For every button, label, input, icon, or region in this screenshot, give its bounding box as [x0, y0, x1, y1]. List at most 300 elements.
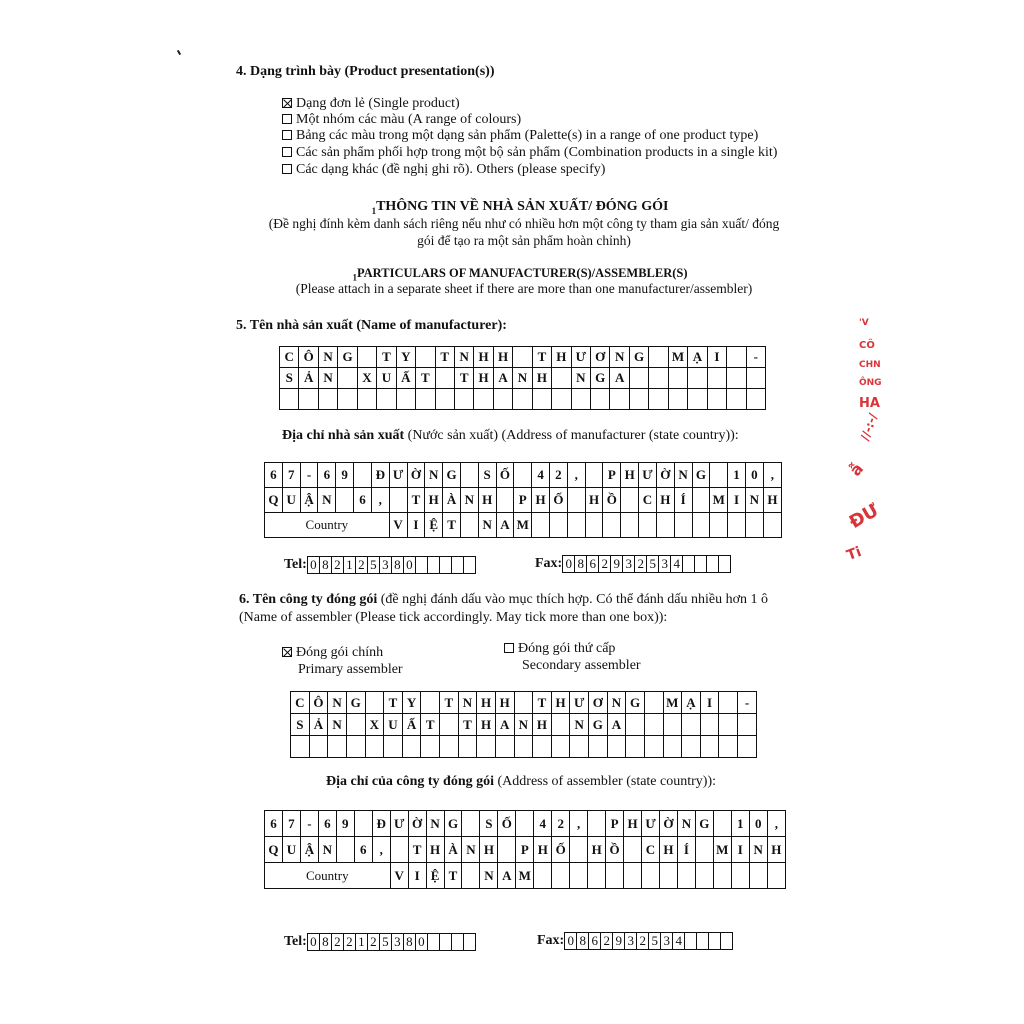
- char-cell[interactable]: C: [639, 488, 657, 513]
- char-cell[interactable]: Ờ: [408, 811, 426, 837]
- char-cell[interactable]: [767, 863, 785, 889]
- char-cell[interactable]: -: [738, 692, 757, 714]
- char-cell[interactable]: N: [462, 837, 480, 863]
- digit-cell[interactable]: [451, 934, 463, 951]
- digit-cell[interactable]: 5: [367, 557, 379, 574]
- char-cell[interactable]: Ệ: [425, 513, 443, 538]
- char-cell[interactable]: [682, 714, 701, 736]
- char-cell[interactable]: H: [532, 488, 550, 513]
- char-cell[interactable]: -: [746, 347, 766, 368]
- digit-cell[interactable]: 3: [623, 556, 635, 573]
- char-cell[interactable]: [533, 736, 552, 758]
- digit-cell[interactable]: 0: [307, 934, 319, 951]
- char-cell[interactable]: [606, 863, 624, 889]
- digit-cell[interactable]: 0: [565, 933, 577, 950]
- char-cell[interactable]: N: [460, 488, 478, 513]
- char-cell[interactable]: [318, 389, 337, 410]
- char-cell[interactable]: [495, 736, 514, 758]
- char-cell[interactable]: [624, 837, 642, 863]
- char-cell[interactable]: P: [606, 811, 624, 837]
- char-cell[interactable]: N: [610, 347, 629, 368]
- char-cell[interactable]: [668, 389, 687, 410]
- digit-cell[interactable]: 5: [647, 556, 659, 573]
- char-cell[interactable]: [338, 389, 357, 410]
- char-cell[interactable]: A: [495, 714, 514, 736]
- char-cell[interactable]: [336, 488, 354, 513]
- char-cell[interactable]: [719, 714, 738, 736]
- char-cell[interactable]: T: [408, 837, 426, 863]
- char-cell[interactable]: [710, 463, 728, 488]
- char-cell[interactable]: [692, 513, 710, 538]
- digit-cell[interactable]: 2: [637, 933, 649, 950]
- char-cell[interactable]: N: [458, 692, 477, 714]
- char-cell[interactable]: N: [318, 368, 337, 389]
- digit-cell[interactable]: [697, 933, 709, 950]
- digit-cell[interactable]: 8: [575, 556, 587, 573]
- char-cell[interactable]: [585, 513, 603, 538]
- char-cell[interactable]: H: [532, 368, 551, 389]
- digit-cell[interactable]: [439, 557, 451, 574]
- char-cell[interactable]: G: [626, 692, 645, 714]
- char-cell[interactable]: Ư: [639, 463, 657, 488]
- char-cell[interactable]: [710, 513, 728, 538]
- char-cell[interactable]: [460, 513, 478, 538]
- char-cell[interactable]: Ệ: [426, 863, 444, 889]
- char-cell[interactable]: [591, 389, 610, 410]
- char-cell[interactable]: T: [377, 347, 396, 368]
- char-cell[interactable]: I: [731, 837, 749, 863]
- char-cell[interactable]: Ô: [309, 692, 328, 714]
- char-cell[interactable]: [552, 389, 571, 410]
- char-cell[interactable]: N: [318, 488, 336, 513]
- char-cell[interactable]: C: [280, 347, 299, 368]
- char-cell[interactable]: Ố: [552, 837, 570, 863]
- char-cell[interactable]: [567, 488, 585, 513]
- char-cell[interactable]: [649, 389, 668, 410]
- digit-cell[interactable]: [683, 556, 695, 573]
- digit-cell[interactable]: 1: [355, 934, 367, 951]
- char-cell[interactable]: [477, 736, 496, 758]
- char-cell[interactable]: [746, 389, 766, 410]
- char-cell[interactable]: N: [570, 714, 589, 736]
- char-cell[interactable]: A: [496, 513, 514, 538]
- char-cell[interactable]: S: [280, 368, 299, 389]
- char-cell[interactable]: À: [443, 488, 461, 513]
- char-cell[interactable]: N: [677, 811, 695, 837]
- digit-cell[interactable]: [707, 556, 719, 573]
- char-cell[interactable]: X: [357, 368, 376, 389]
- digit-cell[interactable]: 9: [613, 933, 625, 950]
- char-cell[interactable]: H: [656, 488, 674, 513]
- char-cell[interactable]: [421, 736, 440, 758]
- char-cell[interactable]: 7: [282, 811, 300, 837]
- char-cell[interactable]: [309, 736, 328, 758]
- char-cell[interactable]: [707, 368, 726, 389]
- digit-cell[interactable]: 8: [319, 934, 331, 951]
- char-cell[interactable]: [498, 837, 516, 863]
- char-cell[interactable]: N: [480, 863, 498, 889]
- char-cell[interactable]: [745, 513, 763, 538]
- presentation-option[interactable]: [282, 162, 605, 178]
- char-cell[interactable]: [496, 488, 514, 513]
- char-cell[interactable]: 6: [265, 463, 283, 488]
- char-cell[interactable]: [493, 389, 512, 410]
- char-cell[interactable]: [626, 736, 645, 758]
- char-cell[interactable]: T: [384, 692, 403, 714]
- char-cell[interactable]: 1: [731, 811, 749, 837]
- char-cell[interactable]: [552, 863, 570, 889]
- digit-cell[interactable]: 0: [563, 556, 575, 573]
- char-cell[interactable]: P: [516, 837, 534, 863]
- option-checkbox[interactable]: [282, 114, 292, 124]
- char-cell[interactable]: [416, 389, 435, 410]
- digit-cell[interactable]: 3: [391, 934, 403, 951]
- char-cell[interactable]: -: [300, 811, 318, 837]
- char-cell[interactable]: [299, 389, 318, 410]
- char-cell[interactable]: M: [713, 837, 731, 863]
- char-cell[interactable]: [644, 714, 663, 736]
- char-cell[interactable]: Ờ: [659, 811, 677, 837]
- digit-cell[interactable]: 2: [331, 934, 343, 951]
- char-cell[interactable]: Ơ: [589, 692, 608, 714]
- digit-cell[interactable]: [685, 933, 697, 950]
- digit-cell[interactable]: 5: [379, 934, 391, 951]
- char-cell[interactable]: N: [571, 368, 590, 389]
- digit-cell[interactable]: 0: [307, 557, 319, 574]
- char-cell[interactable]: H: [659, 837, 677, 863]
- char-cell[interactable]: [474, 389, 493, 410]
- char-cell[interactable]: H: [478, 488, 496, 513]
- digit-cell[interactable]: 6: [587, 556, 599, 573]
- char-cell[interactable]: S: [478, 463, 496, 488]
- digit-cell[interactable]: [463, 557, 475, 574]
- char-cell[interactable]: ,: [372, 837, 390, 863]
- char-cell[interactable]: 6: [318, 811, 336, 837]
- digit-cell[interactable]: 3: [661, 933, 673, 950]
- primary-assembler-option[interactable]: [282, 645, 383, 661]
- char-cell[interactable]: [727, 368, 746, 389]
- char-cell[interactable]: H: [763, 488, 781, 513]
- char-cell[interactable]: A: [610, 368, 629, 389]
- char-cell[interactable]: [460, 463, 478, 488]
- char-cell[interactable]: H: [474, 368, 493, 389]
- char-cell[interactable]: [644, 736, 663, 758]
- char-cell[interactable]: 4: [532, 463, 550, 488]
- char-cell[interactable]: U: [282, 837, 300, 863]
- digit-cell[interactable]: [427, 934, 439, 951]
- char-cell[interactable]: [624, 863, 642, 889]
- char-cell[interactable]: H: [426, 837, 444, 863]
- char-cell[interactable]: N: [749, 837, 767, 863]
- digit-cell[interactable]: [695, 556, 707, 573]
- char-cell[interactable]: [462, 863, 480, 889]
- option-checkbox[interactable]: [282, 130, 292, 140]
- char-cell[interactable]: [644, 692, 663, 714]
- char-cell[interactable]: [746, 368, 766, 389]
- char-cell[interactable]: I: [407, 513, 425, 538]
- char-cell[interactable]: [551, 714, 570, 736]
- option-checkbox[interactable]: [282, 98, 292, 108]
- char-cell[interactable]: H: [477, 692, 496, 714]
- char-cell[interactable]: [649, 347, 668, 368]
- char-cell[interactable]: [435, 389, 454, 410]
- char-cell[interactable]: H: [551, 692, 570, 714]
- char-cell[interactable]: M: [514, 513, 532, 538]
- char-cell[interactable]: [365, 736, 384, 758]
- digit-cell[interactable]: 2: [599, 556, 611, 573]
- char-cell[interactable]: [513, 347, 532, 368]
- char-cell[interactable]: N: [478, 513, 496, 538]
- char-cell[interactable]: [659, 863, 677, 889]
- char-cell[interactable]: [567, 513, 585, 538]
- char-cell[interactable]: Ư: [390, 811, 408, 837]
- char-cell[interactable]: [514, 692, 533, 714]
- char-cell[interactable]: Ả: [299, 368, 318, 389]
- char-cell[interactable]: N: [425, 463, 443, 488]
- char-cell[interactable]: 0: [745, 463, 763, 488]
- char-cell[interactable]: Ạ: [688, 347, 707, 368]
- char-cell[interactable]: [532, 513, 550, 538]
- char-cell[interactable]: [629, 389, 648, 410]
- char-cell[interactable]: G: [443, 463, 461, 488]
- char-cell[interactable]: [458, 736, 477, 758]
- digit-cell[interactable]: 8: [319, 557, 331, 574]
- char-cell[interactable]: G: [692, 463, 710, 488]
- digit-cell[interactable]: [463, 934, 475, 951]
- char-cell[interactable]: [357, 347, 376, 368]
- char-cell[interactable]: [454, 389, 473, 410]
- char-cell[interactable]: [688, 368, 707, 389]
- char-cell[interactable]: [571, 389, 590, 410]
- char-cell[interactable]: 2: [552, 811, 570, 837]
- char-cell[interactable]: [354, 463, 372, 488]
- char-cell[interactable]: ,: [763, 463, 781, 488]
- char-cell[interactable]: -: [300, 463, 318, 488]
- char-cell[interactable]: Ư: [570, 692, 589, 714]
- char-cell[interactable]: T: [407, 488, 425, 513]
- char-cell[interactable]: N: [426, 811, 444, 837]
- char-cell[interactable]: 9: [336, 463, 354, 488]
- char-cell[interactable]: [707, 389, 726, 410]
- char-cell[interactable]: Ờ: [656, 463, 674, 488]
- char-cell[interactable]: A: [498, 863, 516, 889]
- char-cell[interactable]: H: [493, 347, 512, 368]
- char-cell[interactable]: P: [514, 488, 532, 513]
- char-cell[interactable]: [656, 513, 674, 538]
- char-cell[interactable]: [700, 714, 719, 736]
- char-cell[interactable]: M: [516, 863, 534, 889]
- char-cell[interactable]: [551, 736, 570, 758]
- digit-cell[interactable]: [451, 557, 463, 574]
- char-cell[interactable]: [377, 389, 396, 410]
- option-checkbox[interactable]: [282, 147, 292, 157]
- char-cell[interactable]: Y: [402, 692, 421, 714]
- char-cell[interactable]: [552, 368, 571, 389]
- char-cell[interactable]: H: [477, 714, 496, 736]
- digit-cell[interactable]: 5: [649, 933, 661, 950]
- secondary-assembler-checkbox[interactable]: [504, 643, 514, 653]
- char-cell[interactable]: I: [700, 692, 719, 714]
- char-cell[interactable]: H: [624, 811, 642, 837]
- char-cell[interactable]: [719, 736, 738, 758]
- char-cell[interactable]: [354, 811, 372, 837]
- char-cell[interactable]: V: [390, 863, 408, 889]
- char-cell[interactable]: Ậ: [300, 488, 318, 513]
- digit-cell[interactable]: 0: [415, 934, 427, 951]
- char-cell[interactable]: T: [458, 714, 477, 736]
- char-cell[interactable]: ,: [371, 488, 389, 513]
- char-cell[interactable]: Ậ: [300, 837, 318, 863]
- char-cell[interactable]: I: [728, 488, 746, 513]
- char-cell[interactable]: [514, 463, 532, 488]
- char-cell[interactable]: X: [365, 714, 384, 736]
- char-cell[interactable]: [338, 368, 357, 389]
- char-cell[interactable]: N: [607, 692, 626, 714]
- char-cell[interactable]: [396, 389, 415, 410]
- char-cell[interactable]: [291, 736, 310, 758]
- digit-cell[interactable]: [709, 933, 721, 950]
- char-cell[interactable]: N: [318, 837, 336, 863]
- digit-cell[interactable]: [721, 933, 733, 950]
- digit-cell[interactable]: [427, 557, 439, 574]
- char-cell[interactable]: T: [435, 347, 454, 368]
- char-cell[interactable]: C: [291, 692, 310, 714]
- char-cell[interactable]: G: [338, 347, 357, 368]
- char-cell[interactable]: [603, 513, 621, 538]
- char-cell[interactable]: [700, 736, 719, 758]
- digit-cell[interactable]: 2: [635, 556, 647, 573]
- digit-cell[interactable]: 3: [659, 556, 671, 573]
- char-cell[interactable]: [663, 714, 682, 736]
- digit-cell[interactable]: 4: [671, 556, 683, 573]
- digit-cell[interactable]: 8: [577, 933, 589, 950]
- char-cell[interactable]: G: [591, 368, 610, 389]
- digit-cell[interactable]: 1: [343, 557, 355, 574]
- digit-cell[interactable]: 8: [403, 934, 415, 951]
- char-cell[interactable]: [435, 368, 454, 389]
- char-cell[interactable]: T: [454, 368, 473, 389]
- secondary-assembler-option[interactable]: [504, 641, 615, 657]
- char-cell[interactable]: [738, 714, 757, 736]
- char-cell[interactable]: Ư: [571, 347, 590, 368]
- char-cell[interactable]: [365, 692, 384, 714]
- char-cell[interactable]: H: [534, 837, 552, 863]
- char-cell[interactable]: [695, 837, 713, 863]
- char-cell[interactable]: N: [328, 692, 347, 714]
- char-cell[interactable]: U: [377, 368, 396, 389]
- char-cell[interactable]: [513, 389, 532, 410]
- digit-cell[interactable]: 2: [367, 934, 379, 951]
- char-cell[interactable]: [346, 736, 365, 758]
- char-cell[interactable]: [713, 811, 731, 837]
- char-cell[interactable]: [642, 863, 660, 889]
- char-cell[interactable]: ,: [570, 811, 588, 837]
- char-cell[interactable]: N: [674, 463, 692, 488]
- char-cell[interactable]: 6: [354, 488, 372, 513]
- char-cell[interactable]: ,: [567, 463, 585, 488]
- char-cell[interactable]: H: [552, 347, 571, 368]
- presentation-option[interactable]: [282, 112, 521, 128]
- char-cell[interactable]: M: [663, 692, 682, 714]
- char-cell[interactable]: A: [607, 714, 626, 736]
- primary-assembler-checkbox[interactable]: [282, 647, 292, 657]
- char-cell[interactable]: A: [493, 368, 512, 389]
- char-cell[interactable]: 6: [265, 811, 283, 837]
- char-cell[interactable]: G: [589, 714, 608, 736]
- char-cell[interactable]: N: [745, 488, 763, 513]
- char-cell[interactable]: S: [291, 714, 310, 736]
- char-cell[interactable]: H: [495, 692, 514, 714]
- char-cell[interactable]: G: [444, 811, 462, 837]
- char-cell[interactable]: [731, 863, 749, 889]
- char-cell[interactable]: Ố: [496, 463, 514, 488]
- char-cell[interactable]: [384, 736, 403, 758]
- digit-cell[interactable]: [415, 557, 427, 574]
- char-cell[interactable]: M: [668, 347, 687, 368]
- digit-cell[interactable]: 0: [403, 557, 415, 574]
- char-cell[interactable]: [440, 736, 459, 758]
- char-cell[interactable]: Ố: [498, 811, 516, 837]
- char-cell[interactable]: T: [416, 368, 435, 389]
- char-cell[interactable]: [589, 736, 608, 758]
- char-cell[interactable]: 6: [354, 837, 372, 863]
- option-checkbox[interactable]: [282, 164, 292, 174]
- char-cell[interactable]: [534, 863, 552, 889]
- char-cell[interactable]: Ờ: [407, 463, 425, 488]
- char-cell[interactable]: [336, 837, 354, 863]
- char-cell[interactable]: [585, 463, 603, 488]
- char-cell[interactable]: T: [440, 692, 459, 714]
- char-cell[interactable]: Ồ: [606, 837, 624, 863]
- char-cell[interactable]: H: [480, 837, 498, 863]
- char-cell[interactable]: Ấ: [396, 368, 415, 389]
- char-cell[interactable]: [462, 811, 480, 837]
- char-cell[interactable]: Ấ: [402, 714, 421, 736]
- char-cell[interactable]: Ơ: [591, 347, 610, 368]
- char-cell[interactable]: H: [533, 714, 552, 736]
- char-cell[interactable]: [692, 488, 710, 513]
- char-cell[interactable]: [682, 736, 701, 758]
- char-cell[interactable]: [390, 837, 408, 863]
- char-cell[interactable]: [440, 714, 459, 736]
- presentation-option[interactable]: [282, 128, 758, 144]
- char-cell[interactable]: [621, 513, 639, 538]
- char-cell[interactable]: N: [318, 347, 337, 368]
- char-cell[interactable]: [516, 811, 534, 837]
- char-cell[interactable]: [719, 692, 738, 714]
- char-cell[interactable]: H: [474, 347, 493, 368]
- char-cell[interactable]: T: [444, 863, 462, 889]
- char-cell[interactable]: 4: [534, 811, 552, 837]
- char-cell[interactable]: [713, 863, 731, 889]
- digit-cell[interactable]: 4: [673, 933, 685, 950]
- char-cell[interactable]: [421, 692, 440, 714]
- char-cell[interactable]: [588, 863, 606, 889]
- char-cell[interactable]: Đ: [371, 463, 389, 488]
- char-cell[interactable]: ,: [767, 811, 785, 837]
- char-cell[interactable]: T: [532, 347, 551, 368]
- char-cell[interactable]: [626, 714, 645, 736]
- char-cell[interactable]: [677, 863, 695, 889]
- char-cell[interactable]: Ạ: [682, 692, 701, 714]
- char-cell[interactable]: H: [588, 837, 606, 863]
- char-cell[interactable]: [629, 368, 648, 389]
- char-cell[interactable]: V: [389, 513, 407, 538]
- digit-cell[interactable]: [719, 556, 731, 573]
- char-cell[interactable]: P: [603, 463, 621, 488]
- char-cell[interactable]: N: [514, 714, 533, 736]
- char-cell[interactable]: Ô: [299, 347, 318, 368]
